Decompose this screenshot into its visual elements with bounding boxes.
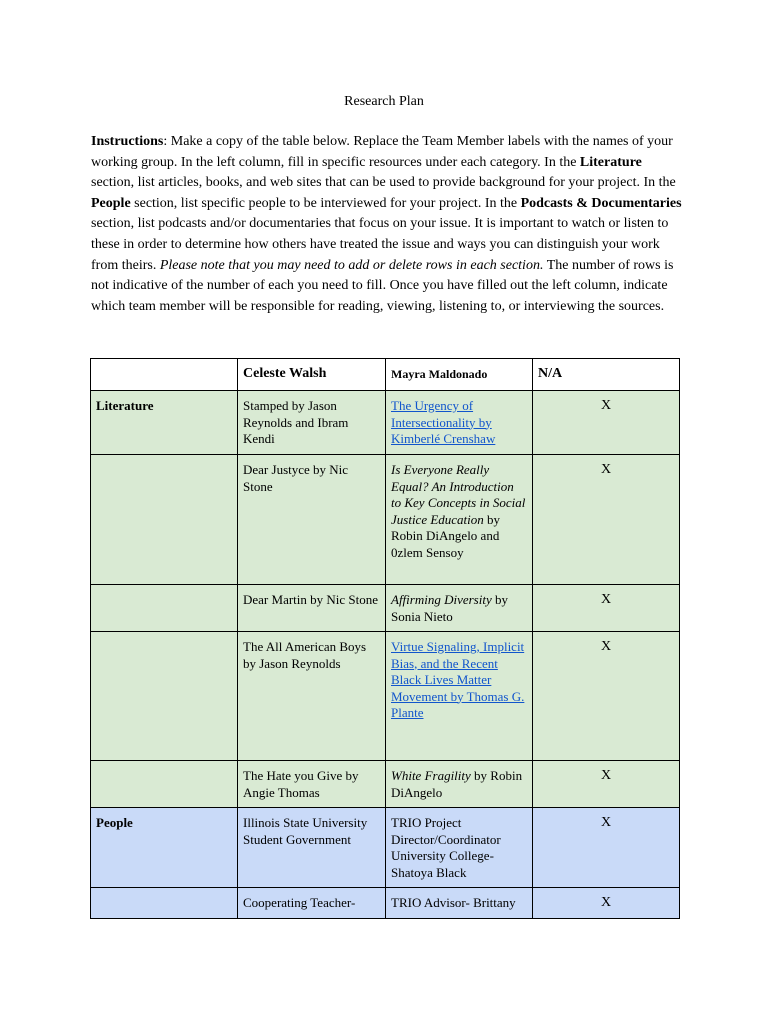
na-cell: X: [533, 808, 680, 888]
na-cell: X: [533, 585, 680, 632]
instructions-text-4: section, list podcasts and/or documentaries that focus on your issue. It is important to watch or listen to these in order to determine how others have treated the issue and ways you can distinguish your work from theirs.: [91, 216, 669, 273]
na-cell: X: [533, 888, 680, 919]
instructions-text-3: section, list specific people to be interviewed for your project. In the: [130, 195, 521, 211]
section-label-literature: Literature: [91, 391, 238, 455]
table-row: [91, 761, 680, 808]
table-row: [91, 391, 680, 455]
resource-author: by Robin DiAngelo: [391, 768, 523, 800]
resource-cell: [386, 455, 533, 585]
na-cell: X: [533, 632, 680, 761]
resource-cell: [386, 585, 533, 632]
instructions-note: Please note that you may need to add or delete rows in each section.: [159, 257, 544, 273]
resource-title: White Fragility: [391, 768, 471, 783]
table-row: [91, 632, 680, 761]
resource-cell: Stamped by Jason Reynolds and Ibram Kendi: [238, 391, 386, 455]
resource-cell: Cooperating Teacher-: [238, 888, 386, 919]
research-plan-table: [90, 358, 680, 919]
header-cell-empty: [91, 359, 238, 391]
resource-author: by Sonia Nieto: [391, 592, 508, 624]
section-label: [91, 632, 238, 761]
resource-title: Affirming Diversity: [391, 592, 492, 607]
resource-cell: The All American Boys by Jason Reynolds: [238, 632, 386, 761]
literature-keyword: Literature: [579, 154, 642, 170]
na-cell: X: [533, 391, 680, 455]
resource-cell: Dear Justyce by Nic Stone: [238, 455, 386, 585]
instructions-label: Instructions: [91, 134, 164, 149]
header-cell-na: N/A: [533, 359, 680, 391]
document-title: Research Plan: [344, 94, 424, 109]
table-row: [91, 888, 680, 919]
resource-cell: Illinois State University Student Government: [238, 808, 386, 888]
resource-author: by Robin DiAngelo and 0zlem Sensoy: [391, 511, 501, 560]
table-header-row: [91, 359, 680, 391]
resource-cell: TRIO Project Director/Coordinator University College- Shatoya Black: [386, 808, 533, 888]
resource-cell: [386, 391, 533, 455]
section-label: [91, 455, 238, 585]
resource-link[interactable]: Virtue Signaling, Implicit Bias, and the Recent Black Lives Matter Movement by Thomas G. Plante: [391, 639, 525, 720]
people-keyword: People: [91, 195, 131, 211]
table-row: [91, 808, 680, 888]
na-cell: X: [533, 761, 680, 808]
resource-cell: [386, 761, 533, 808]
resource-cell: TRIO Advisor- Brittany: [386, 888, 533, 919]
table-row: [91, 455, 680, 585]
section-label: [91, 585, 238, 632]
section-label: [91, 761, 238, 808]
resource-link[interactable]: The Urgency of Intersectionality by Kimberlé Crenshaw: [391, 398, 496, 446]
resource-cell: Dear Martin by Nic Stone: [238, 585, 386, 632]
section-label-people: People: [91, 808, 238, 888]
na-cell: X: [533, 455, 680, 585]
instructions-paragraph: [91, 132, 685, 317]
resource-cell: [386, 632, 533, 761]
instructions-text-2: section, list articles, books, and web sites that can be used to provide background for your project. In the: [91, 175, 676, 191]
header-cell-mayra: Mayra Maldonado: [386, 359, 533, 391]
header-cell-celeste: Celeste Walsh: [238, 359, 386, 391]
section-label: [91, 888, 238, 919]
resource-cell: The Hate you Give by Angie Thomas: [238, 761, 386, 808]
instructions-text-5: The number of rows is not indicative of the number of each you need to fill. Once you have filled out the left column, indicate which team member will be responsible for reading, viewing, listening to, or interviewing the sources.: [91, 257, 674, 314]
podcasts-keyword: Podcasts & Documentaries: [520, 195, 682, 211]
instructions-text-1: : Make a copy of the table below. Replace the Team Member labels with the names of your working group. In the left column, fill in specific resources under each category. In the: [91, 134, 673, 170]
resource-title: Is Everyone Really Equal? An Introduction to Key Concepts in Social Justice Education: [391, 462, 526, 527]
table-row: [91, 585, 680, 632]
